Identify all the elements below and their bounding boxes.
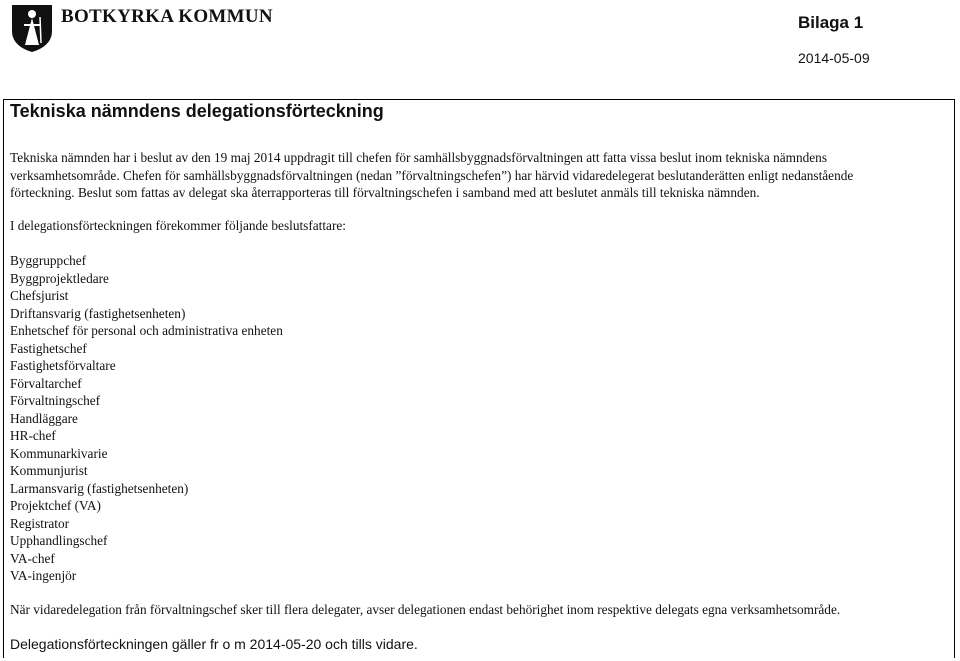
- organization-name: BOTKYRKA KOMMUN: [61, 6, 273, 27]
- decision-makers-list: [10, 252, 283, 585]
- list-item: Fastighetsförvaltare: [10, 358, 116, 373]
- list-item: Fastighetschef: [10, 340, 87, 356]
- list-item: VA-ingenjör: [10, 568, 77, 583]
- list-item: Larmansvarig (fastighetsenheten): [10, 480, 189, 496]
- intro-line: verksamhetsområde. Chefen för samhällsbyggnadsförvaltningen (nedan ”förvaltningschefen”) har härvid vidaredelegerat beslutanderätten enligt nedanstående: [10, 167, 854, 183]
- list-item: Registrator: [10, 515, 70, 531]
- intro-paragraph: [10, 149, 950, 202]
- list-item: Projektchef (VA): [10, 498, 101, 513]
- list-item: Kommunarkivarie: [10, 445, 108, 461]
- list-item: VA-chef: [10, 550, 55, 566]
- document-date: 2014-05-09: [798, 50, 870, 66]
- page-title: Tekniska nämndens delegationsförteckning: [10, 101, 384, 121]
- list-item: Byggprojektledare: [10, 270, 109, 286]
- municipal-coat-of-arms-icon: [10, 3, 54, 53]
- list-item: Driftansvarig (fastighetsenheten): [10, 305, 186, 321]
- list-item: Förvaltningschef: [10, 393, 101, 408]
- list-item: Handläggare: [10, 410, 78, 426]
- intro-line: förteckning. Beslut som fattas av delegat ska återrapporteras till förvaltningschefen i samband med att beslutet anmäls till tekniska nämnden.: [10, 185, 760, 200]
- list-item: Enhetschef för personal och administrativa enheten: [10, 323, 283, 338]
- list-item: Chefsjurist: [10, 288, 69, 303]
- list-item: Byggruppchef: [10, 253, 87, 268]
- list-item: HR-chef: [10, 428, 56, 443]
- delegation-note: När vidaredelegation från förvaltningschef sker till flera delegater, avser delegationen endast behörighet inom respektive delegats egna verksamhetsområde.: [10, 602, 841, 617]
- decision-makers-intro: I delegationsförteckningen förekommer följande beslutsfattare:: [10, 218, 346, 233]
- list-item: Kommunjurist: [10, 463, 88, 478]
- appendix-label: Bilaga 1: [798, 13, 864, 32]
- intro-line: Tekniska nämnden har i beslut av den 19 maj 2014 uppdragit till chefen för samhällsbyggnadsförvaltningen att fatta vissa beslut inom tekniska nämndens: [10, 150, 828, 165]
- list-item: Upphandlingschef: [10, 533, 108, 548]
- list-item: Förvaltarchef: [10, 375, 82, 391]
- validity-statement: Delegationsförteckningen gäller fr o m 2014-05-20 och tills vidare.: [10, 636, 418, 652]
